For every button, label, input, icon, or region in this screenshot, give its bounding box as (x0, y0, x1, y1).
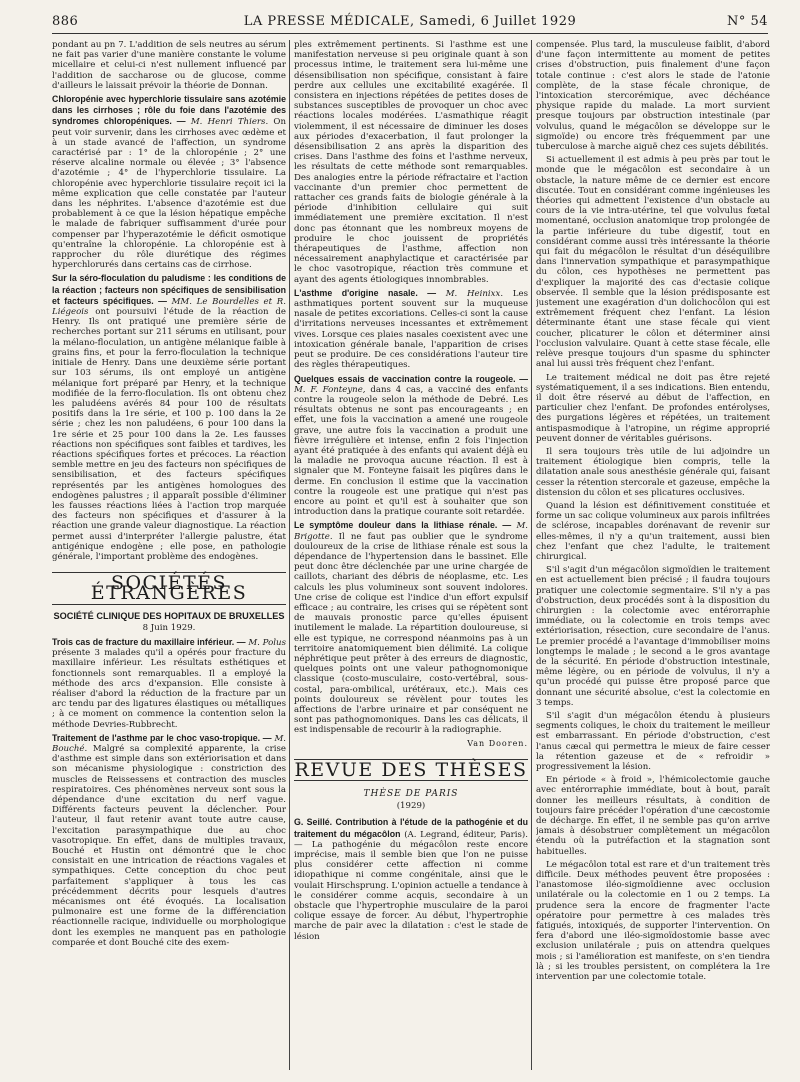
article-author: M. Heinixx. (445, 288, 504, 299)
article-heading: Trois cas de fracture du maxillaire inférieur. — (52, 636, 246, 647)
issue-number: N° 54 (726, 14, 768, 29)
page-number: 886 (52, 14, 79, 29)
article-heading: Quelques essais de vaccination contre la rougeole. — (294, 373, 528, 384)
article-text: ont poursuivi l'étude de la réaction de Henry. Ils ont pratiqué une première série de recherches portant sur 211 sérums en utilisant, pour la mélano-floculation, un antigène mélanique faible à grains fins, et pour la ferro-floculation la technique initiale de Henry. Dans une deuxième série portant sur 103 sérums, ils ont employé un antigène mélanique fort préparé par Henry, et la technique modifiée de la ferro-floculation. Ils ont obtenu chez les paludéens avérés 84 pour 100 de résultats positifs dans la 1re série, et 100 p. 100 dans la 2e série ; chez les non paludéens, 6 pour 100 dans la 1re série et 25 pour 100 dans la 2e. Les fausses réactions non spécifiques sont faibles et tardives, les réactions spécifiques fortes et précoces. La réaction semble mettre en jeu des facteurs non spécifiques de sensibilisation, et des facteurs spécifiques représentés par les antigènes homologues des endogènes palustres ; il apparaît possible d'éliminer les fausses réactions liées à l'action trop marquée des facteurs non spécifiques et d'assurer à la réaction une grande valeur diagnostique. La réaction permet aussi d'interpréter l'allergie palustre, état antigénique endogène ; elle pose, en pathologie générale, l'important problème des endogènes. (52, 307, 286, 562)
society-heading: SOCIÉTÉ CLINIQUE DES HOPITAUX DE BRUXELLES (53, 610, 285, 621)
article-text: (A. Legrand, éditeur, Paris). — La pathogénie du mégacôlon reste encore imprécise, mais il semble bien que l'on ne puisse plus considérer cette affection ni comme idiopathique ni comme congénitale, ainsi que le voulait Hirschsprung. L'opinion actuelle a tendance à le considérer comme acquis, secondaire à un obstacle que l'hypertrophie musculaire de la paroi colique essaye de forcer. Au début, l'hypertrophie marche de pair avec la dilatation : c'est le stade de lésion (294, 829, 528, 942)
paragraph: S'il s'agit d'un mégacôlon sigmoïdien le traitement en est actuellement bien précisé ; il faudra toujours pratiquer une colectomie segmentaire. S'il n'y a pas d'obstruction, deux procédés sont à la disposition du chirurgien : la colectomie avec entérorraphie immédiate, ou la colectomie en trois temps avec extériorisation, résection, cure secondaire de l'anus. Le premier procédé a l'avantage d'immobiliser moins longtemps le malade ; le second a le gros avantage de la sécurité. En période d'obstruction intestinale, même légère, ou en période de volvulus, il n'y a qu'un procédé qui puisse être proposé parce que donnant une sécurité absolue, c'est la colectomie en 3 temps. (536, 565, 770, 708)
paragraph: pondant au pn 7. L'addition de sels neutres au sérum ne fait pas varier d'une manière constante le volume micellaire et celui-ci n'est nullement influencé par l'addition de saccharose ou de glucose, comme d'ailleurs le laissait prévoir la théorie de Donnan. (52, 40, 286, 91)
article-heading: Chloropénie avec hyperchlorie tissulaire sans azotémie dans les cirrhoses ; rôle du foie dans l'azotémie des syndromes chloropéniques. — (52, 94, 286, 127)
article-author: M. Polus (248, 637, 286, 648)
column-divider (289, 40, 290, 1070)
article-heading: L'asthme d'origine nasale. — (294, 287, 437, 298)
paragraph: compensée. Plus tard, la musculeuse faiblit, d'abord d'une façon intermittente au moment de petites crises d'obstruction, puis finalement d'une façon totale continue : c'est alors le stade de l'atonie complète, de la stase fécale chronique, de l'intoxication stercorémique, avec déchéance physique rapide du malade. La mort survient presque toujours par obstruction intestinale (par volvulus, quand le mégacôlon se développe sur le sigmoïde) ou encore très fréquemment par une tuberculose à marche aiguë chez ces sujets débilités. (536, 40, 770, 153)
column-2 (294, 40, 528, 1070)
paragraph: S'il s'agit d'un mégacôlon étendu à plusieurs segments coliques, le choix du traitement le meilleur est embarrassant. En période d'obstruction, c'est l'anus cæcal qui permettra le mieux de faire cesser la rétention gazeuse et de « refroidir » progressivement la lésion. (536, 711, 770, 773)
article-author: M. Brigotte. (294, 521, 528, 542)
paragraph: ples extrêmement pertinents. Si l'asthme est une manifestation nerveuse si peu originale quant à son processus intime, le traitement sera lui-même une désensibilisation non spécifique, consistant à faire perdre aux cellules une excitabilité exagérée. Il consistera en injections répétées de petites doses de substances susceptibles de provoquer un choc avec réactions locales modérées. L'asmathique réagit violemment, il est nécessaire de diminuer les doses aux périodes d'exacerbation, il faut prolonger la désensibilisation 2 ans après la disparition des crises. Dans l'asthme des foins et l'asthme nerveux, les résultats de cette méthode sont remarquables. Des analogies entre la période réfractaire et l'action vaccinante d'un premier choc permettent de rattacher ces grands faits de biologie générale à la période d'inhibition cellulaire qui suit immédiatement une première excitation. Il n'est donc pas étonnant que les nombreux moyens de produire le choc jouissent de propriétés thérapeutiques de l'asthme, affection non nécessairement anaphylactique et caractérisée par le choc vasotropique, réaction très commune et ayant des agents étiologiques innombrables. (294, 40, 528, 285)
paragraph: En période « à froid », l'hémicolectomie gauche avec entérorraphie immédiate, bout à bout, paraît donner les meilleurs résultats, à condition de toujours faire précéder l'opération d'une cæcostomie de décharge. En effet, il ne semble pas qu'on arrive jamais à désobstruer complètement un mégacôlon étendu où la putréfaction et la stagnation sont habituelles. (536, 775, 770, 857)
page-header (52, 14, 768, 32)
section-heading: SOCIÉTÉS ÉTRANGÈRES (52, 572, 286, 604)
session-date: 8 Juin 1929. (142, 622, 196, 633)
article-heading: Traitement de l'asthme par le choc vaso-tropique. — (52, 732, 272, 743)
article-heading: G. Seillé. Contribution à l'étude de la pathogénie et du traitement du mégacôlon (294, 817, 528, 839)
subsection-year: (1929) (396, 801, 426, 812)
article-author: M. F. Fonteyne, (294, 384, 366, 395)
article-heading: Sur la séro-floculation du paludisme : les conditions de la réaction ; facteurs non spécifiques de sensibilisation et facteurs spécifiques. — (52, 273, 286, 306)
article-author: M. Bouché. (52, 733, 286, 754)
article-text: Les asthmatiques portent souvent sur la muqueuse nasale de petites excoriations. Celles-ci sont la cause d'irritations nerveuses incessantes et extrêmement vives. Lorsque ces plaies nasales coexistent avec une intoxication générale banale, l'apparition de crises peut se produire. De ces considérations l'auteur tire des règles thérapeutiques. (294, 288, 528, 371)
header-rule (52, 33, 768, 34)
column-3 (536, 40, 770, 1070)
column-divider (531, 40, 532, 1070)
article-author: M. Henri Thiers. (190, 117, 269, 128)
journal-title: LA PRESSE MÉDICALE, Samedi, 6 Juillet 1929 (243, 14, 577, 29)
column-1 (52, 40, 286, 1070)
article-text: Malgré sa complexité apparente, la crise d'asthme est simple dans son extériorisation et dans son mécanisme physiologique : constriction des muscles de Reissessens et contraction des muscles respiratoires. Ces phénomènes nerveux sont sous la dépendance d'une excitation du nerf vague. Différents facteurs peuvent la déclencher. Pour l'auteur, il faut retenir avant toute autre cause, l'excitation parasympathique due au choc vasotropique. En effet, dans de multiples travaux, Bouché et Hustin ont démontré que le choc consistait en une intrication de réactions vagales et sympathiques. Cette conception du choc peut parfaitement s'appliquer à tous les cas précédemment décrits pour lesquels d'autres mécanismes ont été évoqués. La localisation pulmonaire est une forme de la différenciation réactionnelle racique, individuelle ou morphologique dont les exemples ne manquent pas en pathologie comparée et dont Bouché cite des exem- (52, 744, 286, 948)
paragraph: Si actuellement il est admis à peu près par tout le monde que le mégacôlon est secondaire à un obstacle, la nature même de ce dernier est encore discutée. Tout en considérant comme ingénieuses les théories qui admettent l'existence d'un obstacle au cours de la vie intra-utérine, tel que volvulus fœtal momentané, occlusion anatomique trop prolongée de la partie inférieure du tube digestif, tout en considérant comme aussi très intéressante la théorie qui fait du mégacôlon le résultat d'un déséquilibre dans l'innervation sympathique et parasympathique du côlon, ces hypothèses ne permettent pas d'expliquer la majorité des cas d'ectasie colique observée. Il semble que la lésion prédisposante est justement une exagération d'un dolichocôlon qui est extrêmement fréquent chez l'enfant. La lésion déterminante étant une stase fécale qui vient coucher, plicaturer le côlon et déterminer ainsi l'occlusion valvulaire. Quant à cette stase fécale, elle relève presque toujours d'un spasme du sphincter anal lui aussi très fréquent chez l'enfant. (536, 155, 770, 370)
article-heading: Le symptôme douleur dans la lithiase rénale. — (294, 520, 512, 531)
article-text: On peut voir survenir, dans les cirrhoses avec œdème et à un stade avancé de l'affection, un syndrome caractérisé par : 1° de la chloropénie ; 2° une réserve alcaline normale ou élevée ; 3° l'absence d'azotémie ; 4° de l'hyperchlorie tissulaire. La chloropénie avec hyperchlorie tissulaire reçoit ici la même explication que celle constatée par l'auteur dans les néphrites. L'absence d'azotémie est due probablement à ce que la lésion hépatique empêche le malade de fabriquer suffisamment d'urée pour compenser par l'hyperazotémie le déficit osmotique qu'entraîne la chloropénie. La chloropénie est à rapprocher du rôle diurétique des régimes hyperchlorurés dans certains cas de cirrhose. (52, 117, 286, 271)
section-heading: REVUE DES THÈSES (294, 758, 528, 781)
article-author: MM. Le Bourdelles et R. Liégeois (52, 296, 286, 318)
article-text: Il ne faut pas oublier que le syndrome douloureux de la crise de lithiase rénale est sous la dépendance de l'hypertension dans le bassinet. Elle peut donc être déclenchée par une urine chargée de caillots, chariant des débris de néoplasme, etc. Les calculs les plus volumineux sont souvent indolores. Une crise de colique est l'indice d'un effort expulsif efficace ; au contraire, les crises qui se répètent sont de mauvais pronostic parce qu'elles épuisent inutilement le malade. La répartition douloureuse, si elle est typique, ne correspond néanmoins pas à un territoire anatomiquement bien délimité. La colique néphrétique peut prêter à des erreurs de diagnostic, quelques points ont une valeur pathognomonique classique (costo-musculaire, costo-vertébral, sous-costal, para-ombilical, urétéraux, etc.). Mais ces points douloureux se révèlent pour toutes les affections de l'arbre urinaire et par conséquent ne sont pas pathognomoniques. Dans les cas délicats, il est indispensable de recourir à la radiographie. (294, 531, 528, 736)
paragraph: Le traitement médical ne doit pas être rejeté systématiquement, il a ses indications. Bien entendu, il doit être réservé au début de l'affection, en particulier chez l'enfant. De profondes entérolyses, des purgations légères et répétées, un traitement antispasmodique à l'atropine, un régime approprié peuvent donner de véritables guérisons. (536, 372, 770, 444)
paragraph: Il sera toujours très utile de lui adjoindre un traitement étiologique bien compris, telle la dilatation anale sous anesthésie générale qui, faisant cesser la rétention stercorale et gazeuse, empêche la distension du côlon et ses plicatures occlusives. (536, 446, 770, 498)
article-text: présente 3 malades qu'il a opérés pour fracture du maxillaire inférieur. Les résultats esthétiques et fonctionnels sont remarquables. Il a employé la méthode des arcs d'expansion. Elle consiste à réaliser d'abord la réduction de la fracture par un arc tendu par des ligatures élastiques ou métalliques ; à ce moment on commence la contention selon la méthode Devries-Rubbrecht. (52, 648, 286, 730)
paragraph: Quand la lésion est définitivement constituée et forme un sac colique volumineux aux parois infiltrées de sclérose, incapables dorénavant de revenir sur elles-mêmes, il n'y a qu'un traitement, aussi bien chez l'enfant que chez l'adulte, le traitement chirurgical. (536, 500, 770, 562)
signature: Van Dooren. (467, 738, 528, 748)
paragraph: Le mégacôlon total est rare et d'un traitement très difficile. Deux méthodes peuvent être proposées : l'anastomose iléo-sigmoïdienne avec occlusion unilatérale ou la colectomie en 1 ou 2 temps. La prudence sera la encore de fragmenter l'acte opératoire pour permettre à ces malades très fatigués, intoxiqués, de supporter l'intervention. On fera d'abord une iléo-sigmoïdostomie basse avec exclusion unilatérale ; puis on attendra quelques mois ; si l'amélioration est manifeste, on s'en tiendra là ; si les troubles persistent, on complétera la 1re intervention par une colectomie totale. (536, 859, 770, 983)
subsection-heading: THÈSE DE PARIS (363, 789, 459, 800)
article-text: dans 4 cas, a vacciné des enfants contre la rougeole selon la méthode de Debré. Les résultats obtenus ne sont pas encourageants ; en effet, une fois la vaccination a amené une rougeole grave, une autre fois la vaccination a produit une fièvre irrégulière et intense, enfin 2 fois l'injection ayant été pratiquée à des enfants qui avaient déjà eu la maladie ne provoqua aucune réaction. Il est à signaler que M. Fonteyne faisait les piqûres dans le derme. En conclusion il estime que la vaccination contre la rougeole est une pratique qui n'est pas encore au point et qu'il est à souhaiter que son introduction dans la pratique courante soit retardée. (294, 384, 528, 518)
